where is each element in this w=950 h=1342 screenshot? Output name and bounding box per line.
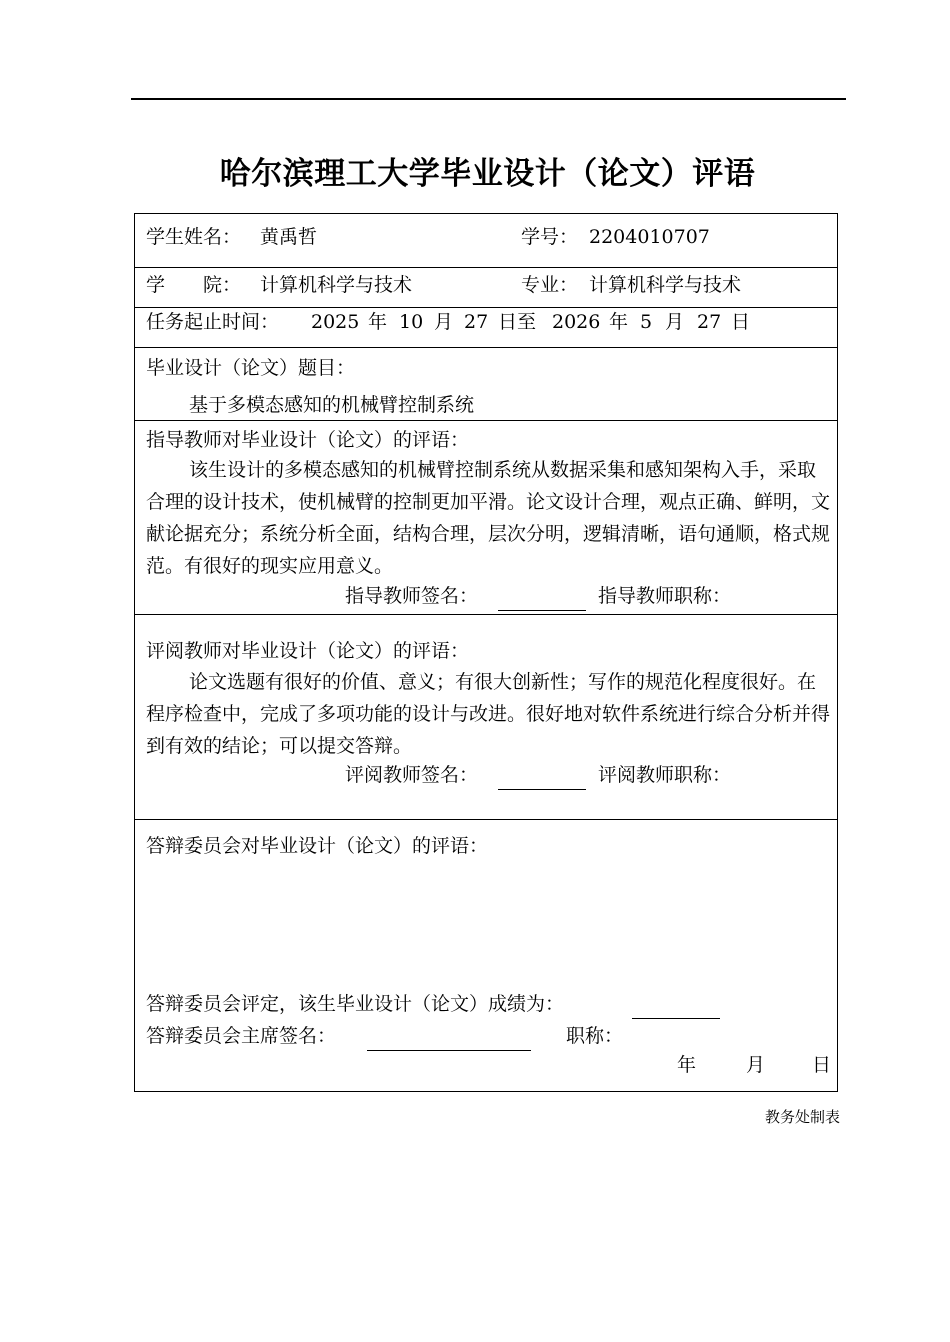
committee-grade-label: 答辩委员会评定，该生毕业设计（论文）成绩为： [146, 993, 565, 1015]
reviewer-title-label: 评阅教师职称： [598, 764, 732, 786]
start-month: 10 [399, 311, 424, 333]
reviewer-comment: 论文选题有很好的价值、意义；有很大创新性；写作的规范化程度很好。在程序检查中，完成了多项功能的设计与改进。很好地对软件系统进行综合分析并得到有效的结论；可以提交答辩。 [146, 671, 831, 757]
major-value: 计算机科学与技术 [589, 274, 742, 296]
major-label: 专业： [521, 274, 579, 296]
period-to: 日至 [498, 311, 537, 333]
end-year: 2026 [552, 311, 601, 333]
committee-chair-signature-line[interactable] [367, 1049, 531, 1051]
footer-note: 教务处制表 [765, 1108, 841, 1126]
advisor-title-label: 指导教师职称： [598, 585, 732, 607]
student-id-label: 学号： [521, 226, 579, 248]
page-title: 哈尔滨理工大学毕业设计（论文）评语 [219, 156, 756, 192]
committee-heading: 答辩委员会对毕业设计（论文）的评语： [146, 835, 489, 857]
evaluation-form [134, 213, 838, 1092]
end-day-char: 日 [731, 311, 751, 333]
reviewer-signature-line[interactable] [498, 788, 586, 790]
committee-grade-line[interactable] [632, 1017, 720, 1019]
student-name: 黄禹哲 [260, 226, 318, 248]
period-label: 任务起止时间： [146, 311, 280, 333]
row-advisor-comment [135, 421, 837, 615]
row-student-info [135, 214, 837, 268]
committee-date-month: 月 [746, 1054, 766, 1076]
student-name-label: 学生姓名： [146, 226, 242, 248]
header-rule [131, 98, 846, 100]
end-year-char: 年 [609, 311, 629, 333]
start-month-char: 月 [434, 311, 454, 333]
advisor-signature-line[interactable] [498, 609, 586, 611]
committee-date-day: 日 [812, 1054, 832, 1076]
committee-title-label: 职称： [566, 1025, 624, 1047]
committee-chair-label: 答辩委员会主席签名： [146, 1025, 337, 1047]
end-day: 27 [697, 311, 722, 333]
end-month: 5 [640, 311, 653, 333]
row-reviewer-comment [135, 615, 837, 820]
advisor-heading: 指导教师对毕业设计（论文）的评语： [146, 429, 470, 451]
start-year-char: 年 [368, 311, 388, 333]
row-topic [135, 348, 837, 421]
row-college-major [135, 268, 837, 308]
student-id: 2204010707 [589, 226, 710, 248]
start-day: 27 [464, 311, 489, 333]
committee-date-year: 年 [677, 1054, 697, 1076]
advisor-comment: 该生设计的多模态感知的机械臂控制系统从数据采集和感知架构入手，采取合理的设计技术，使机械臂的控制更加平滑。论文设计合理，观点正确、鲜明，文献论据充分；系统分析全面，结构合理，层次分明，逻辑清晰，语句通顺，格式规范。有很好的现实应用意义。 [146, 459, 831, 577]
advisor-signature-label: 指导教师签名： [345, 585, 479, 607]
start-year: 2025 [311, 311, 360, 333]
reviewer-heading: 评阅教师对毕业设计（论文）的评语： [146, 640, 470, 662]
topic-label: 毕业设计（论文）题目： [146, 357, 356, 379]
topic-value: 基于多模态感知的机械臂控制系统 [189, 394, 475, 416]
reviewer-signature-label: 评阅教师签名： [345, 764, 479, 786]
college-label: 学 院： [146, 274, 242, 296]
row-task-period [135, 308, 837, 348]
end-month-char: 月 [665, 311, 685, 333]
row-committee [135, 820, 837, 1093]
college-value: 计算机科学与技术 [260, 274, 413, 296]
